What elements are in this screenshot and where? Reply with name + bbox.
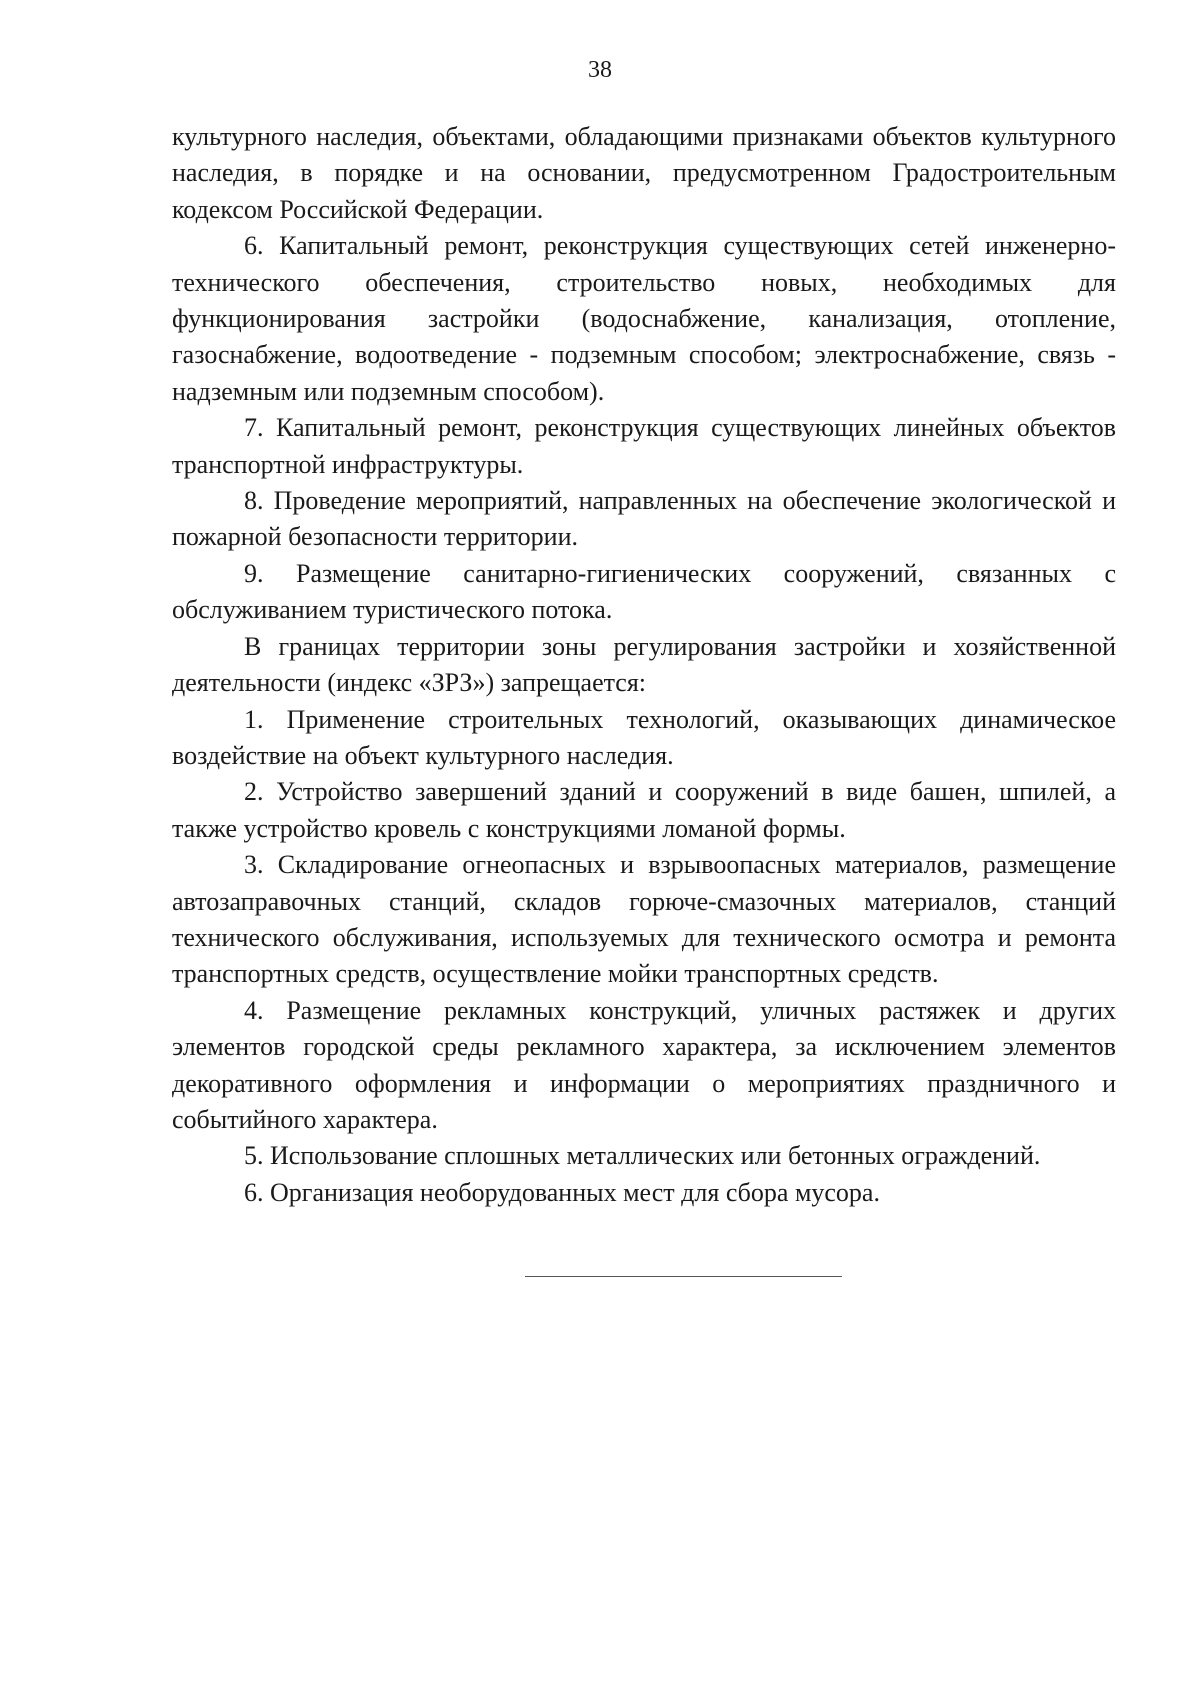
list-item: 6. Организация необорудованных мест для сбора мусора. [244,1177,880,1207]
page-number: 38 [588,57,612,83]
end-separator-line [525,1276,842,1277]
list-item: 5. Использование сплошных металлических или бетонных ограждений. [244,1141,1041,1171]
list-item: 7. Капитальный ремонт, реконструкция существующих линейных объектов транспортной инфраструктуры. [172,413,1116,479]
list-item: 8. Проведение мероприятий, направленных на обеспечение экологической и пожарной безопасности территории. [172,486,1116,552]
section-intro: В границах территории зоны регулирования застройки и хозяйственной деятельности (индекс «ЗРЗ») запрещается: [172,631,1116,698]
list-item: 9. Размещение санитарно-гигиенических сооружений, связанных с обслуживанием туристического потока. [172,558,1116,625]
list-item: 4. Размещение рекламных конструкций, уличных растяжек и других элементов городской среды рекламного характера, за исключением элементов декоративного оформления и информации о мероприятиях праздничного и событийного характера. [172,995,1116,1134]
list-item: 3. Складирование огнеопасных и взрывоопасных материалов, размещение автозаправочных станций, складов горюче-смазочных материалов, станций технического обслуживания, используемых для технического осмотра и ремонта транспортных средств, осуществление мойки транспортных средств. [172,850,1116,989]
list-item: 6. Капитальный ремонт, реконструкция существующих сетей инженерно-технического обеспечения, строительство новых, необходимых для функционирования застройки (водоснабжение, канализация, отопление, газоснабжение, водоотведение - подземным способом; электроснабжение, связь - надземным или подземным способом). [172,231,1116,406]
document-body [172,119,1116,1211]
paragraph-continuation: культурного наследия, объектами, обладающими признаками объектов культурного наследия, в порядке и на основании, предусмотренном Градостроительным кодексом Российской Федерации. [172,122,1116,224]
list-item: 1. Применение строительных технологий, оказывающих динамическое воздействие на объект культурного наследия. [172,704,1116,770]
list-item: 2. Устройство завершений зданий и сооружений в виде башен, шпилей, а также устройство кровель с конструкциями ломаной формы. [172,777,1116,843]
